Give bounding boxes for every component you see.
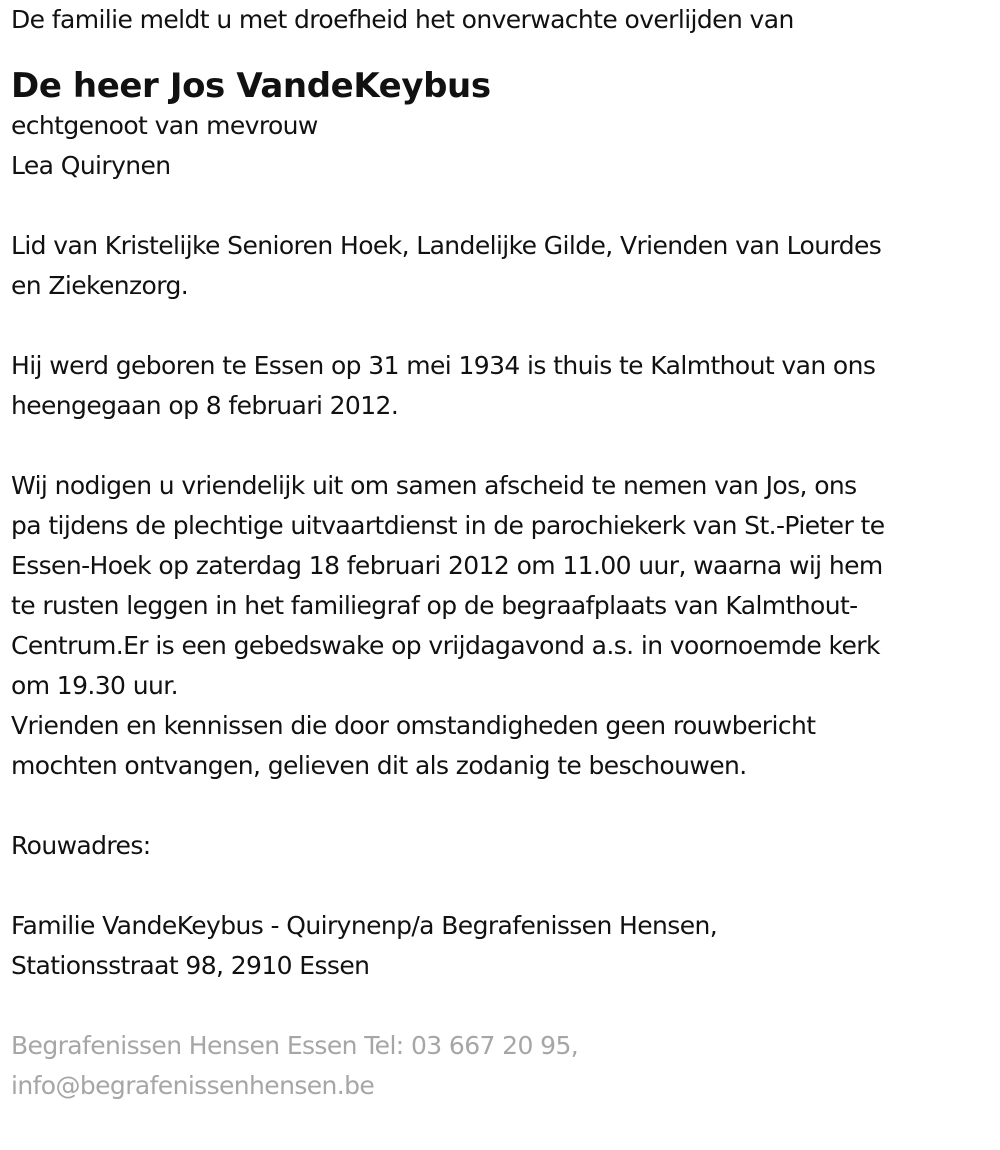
address-line-2: Stationsstraat 98, 2910 Essen: [11, 951, 370, 980]
invitation-line-8: mochten ontvangen, gelieven dit als zodanig te beschouwen.: [11, 751, 747, 780]
address-line-1: Familie VandeKeybus - Quirynenp/a Begrafenissen Hensen,: [11, 911, 718, 940]
spouse-block: [11, 106, 996, 186]
address-block: [11, 906, 996, 986]
membership-line-2: en Ziekenzorg.: [11, 271, 189, 300]
deceased-name: De heer Jos VandeKeybus: [11, 66, 491, 106]
invitation-line-2: pa tijdens de plechtige uitvaartdienst in de parochiekerk van St.-Pieter te: [11, 511, 885, 540]
birth-line-1: Hij werd geboren te Essen op 31 mei 1934 is thuis te Kalmthout van ons: [11, 351, 876, 380]
invitation-block: [11, 466, 996, 786]
spouse-line-2: Lea Quirynen: [11, 151, 171, 180]
membership-block: [11, 226, 996, 306]
funeral-home-contact: [11, 1026, 996, 1106]
invitation-line-4: te rusten leggen in het familiegraf op de begraafplaats van Kalmthout-: [11, 591, 858, 620]
contact-email: info@begrafenissenhensen.be: [11, 1071, 375, 1100]
contact-line-1: Begrafenissen Hensen Essen Tel: 03 667 20 95,: [11, 1031, 579, 1060]
membership-line-1: Lid van Kristelijke Senioren Hoek, Landelijke Gilde, Vrienden van Lourdes: [11, 231, 882, 260]
invitation-line-6: om 19.30 uur.: [11, 671, 178, 700]
invitation-line-7: Vrienden en kennissen die door omstandigheden geen rouwbericht: [11, 711, 816, 740]
invitation-line-3: Essen-Hoek op zaterdag 18 februari 2012 om 11.00 uur, waarna wij hem: [11, 551, 883, 580]
invitation-line-1: Wij nodigen u vriendelijk uit om samen afscheid te nemen van Jos, ons: [11, 471, 857, 500]
address-label: Rouwadres:: [11, 831, 151, 860]
spouse-line-1: echtgenoot van mevrouw: [11, 111, 318, 140]
intro-text: De familie meldt u met droefheid het onverwachte overlijden van: [11, 5, 794, 34]
birth-line-2: heengegaan op 8 februari 2012.: [11, 391, 399, 420]
obituary-notice: [11, 0, 996, 1106]
birth-block: [11, 346, 996, 426]
invitation-line-5: Centrum.Er is een gebedswake op vrijdagavond a.s. in voornoemde kerk: [11, 631, 880, 660]
